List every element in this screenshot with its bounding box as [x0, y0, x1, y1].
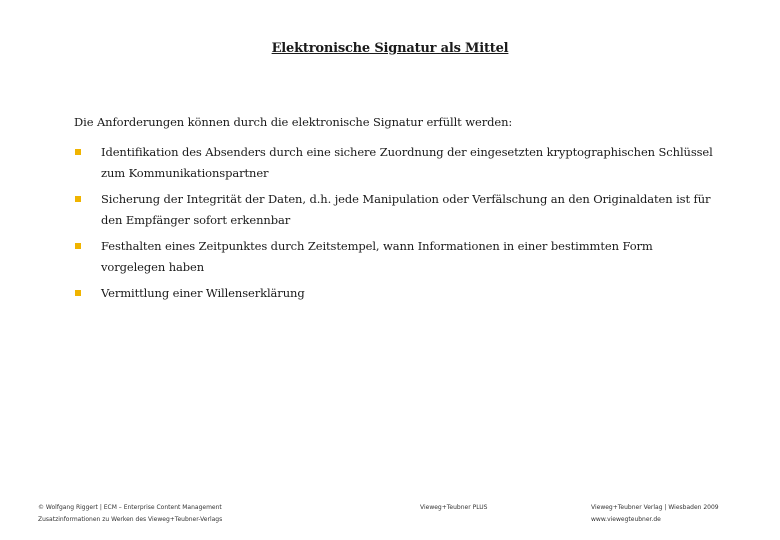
square-bullet-icon: [75, 149, 81, 155]
list-item: [74, 283, 714, 304]
footer-publisher: Vieweg+Teubner Verlag | Wiesbaden 2009: [591, 504, 719, 511]
footer-right: [591, 502, 719, 526]
square-bullet-icon: [75, 196, 81, 202]
square-bullet-icon: [75, 290, 81, 296]
intro-text: Die Anforderungen können durch die elektronische Signatur erfüllt werden:: [74, 115, 513, 129]
bullet-text: Festhalten eines Zeitpunktes durch Zeitstempel, wann Informationen in einer bestimmten Form vorgelegen haben: [101, 239, 653, 274]
list-item: [74, 236, 714, 278]
footer-brand: Vieweg+Teubner PLUS: [420, 504, 488, 511]
bullet-list: [74, 142, 714, 304]
footer-center: [420, 502, 487, 514]
slide-content: [74, 114, 714, 309]
footer-copyright: © Wolfgang Riggert | ECM – Enterprise Content Management: [38, 504, 222, 511]
footer-url[interactable]: www.viewegteubner.de: [591, 516, 661, 523]
square-bullet-icon: [75, 243, 81, 249]
bullet-text: Identifikation des Absenders durch eine sichere Zuordnung der eingesetzten kryptographischen Schlüssel zum Kommunikationspartner: [101, 145, 713, 180]
list-item: [74, 189, 714, 231]
footer-note: Zusatzinformationen zu Werken des Vieweg+Teubner-Verlags: [38, 516, 223, 523]
page-title: Elektronische Signatur als Mittel: [271, 41, 509, 56]
bullet-text: Vermittlung einer Willenserklärung: [101, 286, 305, 300]
footer-left: [38, 502, 222, 526]
list-item: [74, 142, 714, 184]
bullet-text: Sicherung der Integrität der Daten, d.h. jede Manipulation oder Verfälschung an den Originaldaten ist für den Empfänger sofort erkennbar: [101, 192, 711, 227]
